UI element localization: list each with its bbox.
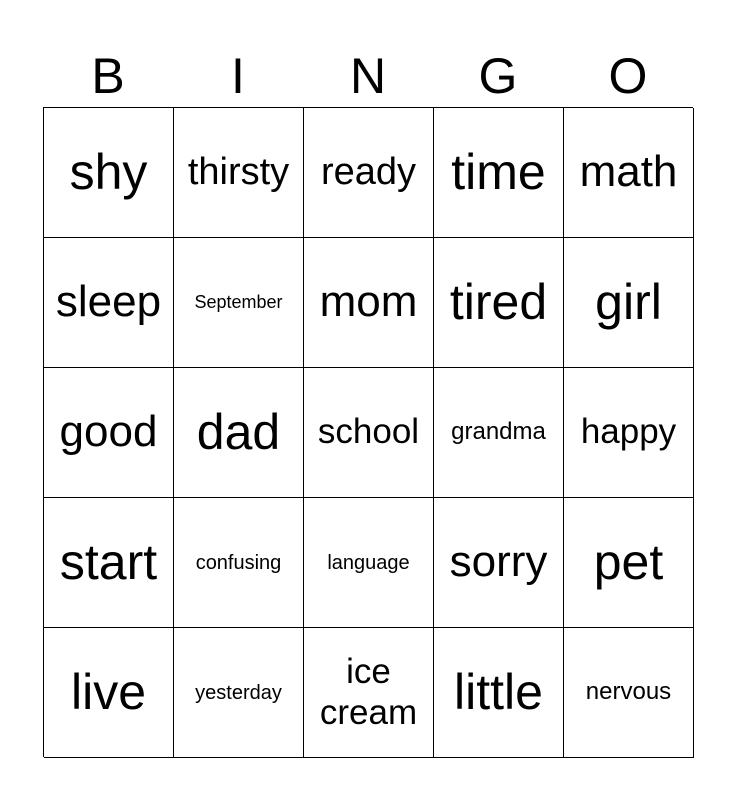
bingo-cell: pet (564, 498, 694, 628)
bingo-cell: shy (44, 108, 174, 238)
bingo-cell: ready (304, 108, 434, 238)
bingo-cell: good (44, 368, 174, 498)
header-letter-b: B (91, 48, 125, 104)
bingo-cell: sleep (44, 238, 174, 368)
bingo-cell: little (434, 628, 564, 758)
bingo-cell: time (434, 108, 564, 238)
bingo-cell: tired (434, 238, 564, 368)
bingo-cell: dad (174, 368, 304, 498)
bingo-cell: yesterday (174, 628, 304, 758)
header-letter-n: N (349, 48, 387, 104)
bingo-cell: grandma (434, 368, 564, 498)
header-letter-o: O (608, 48, 648, 104)
bingo-cell: thirsty (174, 108, 304, 238)
bingo-cell: school (304, 368, 434, 498)
bingo-cell: language (304, 498, 434, 628)
bingo-cell: start (44, 498, 174, 628)
bingo-cell: confusing (174, 498, 304, 628)
bingo-cell: September (174, 238, 304, 368)
bingo-cell: mom (304, 238, 434, 368)
bingo-cell: nervous (564, 628, 694, 758)
bingo-board (43, 107, 693, 757)
bingo-cell: live (44, 628, 174, 758)
bingo-cell: math (564, 108, 694, 238)
bingo-header (43, 44, 693, 108)
bingo-cell: happy (564, 368, 694, 498)
header-letter-g: G (478, 48, 518, 104)
bingo-cell: ice cream (304, 628, 434, 758)
bingo-cell: girl (564, 238, 694, 368)
header-letter-i: I (231, 48, 245, 104)
bingo-cell: sorry (434, 498, 564, 628)
